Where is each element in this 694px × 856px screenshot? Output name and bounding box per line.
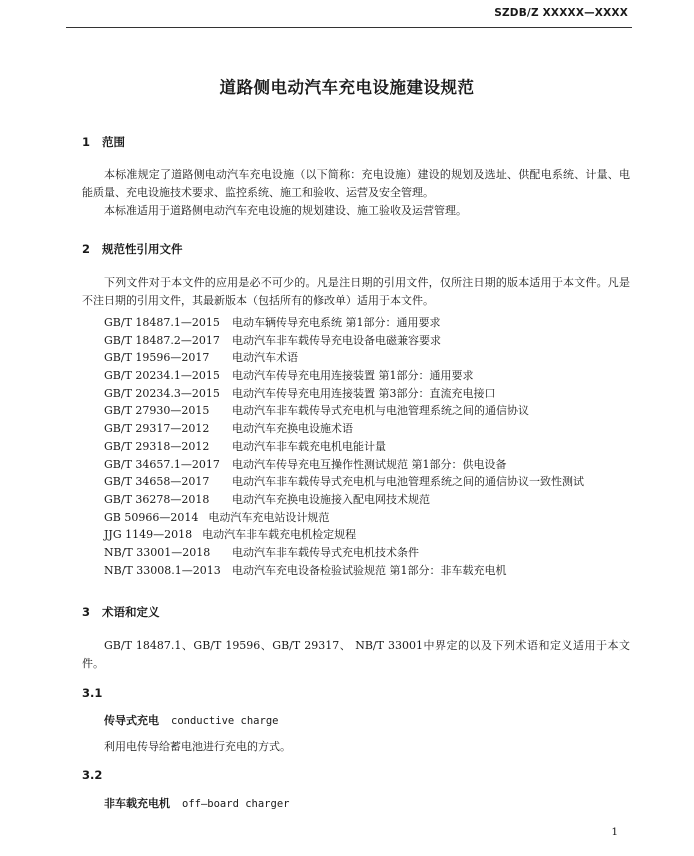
- reference-title: 电动汽车传导充电用连接装置 第1部分：通用要求: [232, 369, 474, 383]
- reference-code: GB/T 34657.1—2017: [104, 457, 220, 471]
- reference-code: NB/T 33008.1—2013: [104, 563, 221, 577]
- section-number: 1: [82, 135, 91, 149]
- section-2-intro-paragraph: 下列文件对于本文件的应用是必不可少的。凡是注日期的引用文件，仅所注日期的版本适用于本文件。凡是不注日期的引用文件，其最新版本（包括所有的修改单）适用于本文件。: [82, 276, 630, 307]
- reference-title: 电动汽车非车载传导充电设备电磁兼容要求: [232, 333, 441, 347]
- reference-code: GB/T 29318—2012: [104, 439, 210, 453]
- reference-title: 电动汽车充电站设计规范: [208, 510, 330, 524]
- reference-item: [104, 349, 584, 367]
- page-number: 1: [611, 826, 618, 838]
- section-1-heading: [82, 134, 125, 150]
- term-english: conductive charge: [171, 715, 279, 727]
- section-number: 2: [82, 242, 91, 256]
- reference-item: [104, 526, 584, 544]
- reference-item: [104, 438, 584, 456]
- reference-item: [104, 562, 584, 580]
- section-1-applicability-paragraph: 本标准适用于道路侧电动汽车充电设施的规划建设、施工验收及运营管理。: [104, 204, 467, 217]
- reference-code: GB/T 36278—2018: [104, 492, 210, 506]
- reference-title: 电动汽车充换电设施术语: [232, 422, 353, 436]
- reference-code: GB/T 20234.3—2015: [104, 386, 220, 400]
- reference-code: GB/T 34658—2017: [104, 475, 210, 489]
- reference-code: GB/T 18487.2—2017: [104, 333, 220, 347]
- normative-reference-list: [104, 314, 584, 579]
- term-chinese: 非车载充电机: [104, 797, 170, 810]
- section-1-scope-paragraph: 本标准规定了道路侧电动汽车充电设施（以下简称：充电设施）建设的规划及选址、供配电系统、计量、电能质量、充电设施技术要求、监控系统、施工和验收、运营及安全管理。: [82, 168, 630, 199]
- section-title: 术语和定义: [102, 605, 160, 619]
- section-title: 范围: [102, 135, 125, 149]
- reference-code: GB/T 18487.1—2015: [104, 316, 220, 329]
- reference-title: 电动车辆传导充电系统 第1部分：通用要求: [232, 316, 441, 329]
- reference-item: [104, 456, 584, 474]
- reference-code: GB/T 27930—2015: [104, 404, 210, 418]
- reference-code: GB 50966—2014: [104, 510, 199, 524]
- term-definition: 利用电传导给蓄电池进行充电的方式。: [104, 740, 291, 753]
- section-3-intro-paragraph: GB/T 18487.1、GB/T 19596、GB/T 29317、 NB/T 33001中界定的以及下列术语和定义适用于本文件。: [82, 639, 630, 670]
- reference-item: [104, 491, 584, 509]
- standard-code: SZDB/Z XXXXX—XXXX: [494, 7, 628, 19]
- section-3-heading: [82, 604, 160, 620]
- document-title: 道路侧电动汽车充电设施建设规范: [219, 78, 475, 97]
- reference-item: [104, 385, 584, 403]
- reference-title: 电动汽车非车载充电机检定规程: [202, 528, 357, 542]
- reference-item: [104, 420, 584, 438]
- reference-item: [104, 332, 584, 350]
- reference-code: JJG 1149—2018: [104, 528, 193, 542]
- reference-title: 电动汽车非车载充电机电能计量: [232, 439, 386, 453]
- reference-item: [104, 314, 584, 332]
- reference-code: GB/T 19596—2017: [104, 351, 210, 365]
- reference-item: [104, 367, 584, 385]
- reference-title: 电动汽车充换电设施接入配电网技术规范: [232, 492, 430, 506]
- section-number: 3: [82, 605, 91, 619]
- reference-title: 电动汽车传导充电用连接装置 第3部分：直流充电接口: [232, 386, 496, 400]
- reference-item: [104, 402, 584, 420]
- reference-title: 电动汽车术语: [232, 351, 298, 365]
- reference-title: 电动汽车非车载传导式充电机与电池管理系统之间的通信协议一致性测试: [232, 475, 584, 489]
- reference-item: [104, 509, 584, 527]
- reference-item: [104, 544, 584, 562]
- reference-code: NB/T 33001—2018: [104, 545, 211, 559]
- reference-item: [104, 473, 584, 491]
- reference-title: 电动汽车充电设备检验试验规范 第1部分：非车载充电机: [232, 563, 507, 577]
- reference-title: 电动汽车非车载传导式充电机与电池管理系统之间的通信协议: [232, 404, 529, 418]
- term-number: 3.2: [82, 768, 103, 782]
- term-entry: [104, 795, 289, 811]
- section-title: 规范性引用文件: [102, 242, 183, 256]
- term-chinese: 传导式充电: [104, 714, 159, 727]
- reference-title: 电动汽车非车载传导式充电机技术条件: [232, 545, 419, 559]
- header-divider: [66, 27, 632, 28]
- term-number: 3.1: [82, 686, 103, 700]
- reference-title: 电动汽车传导充电互操作性测试规范 第1部分：供电设备: [232, 457, 507, 471]
- reference-code: GB/T 29317—2012: [104, 422, 210, 436]
- reference-code: GB/T 20234.1—2015: [104, 369, 220, 383]
- term-entry: [104, 712, 278, 728]
- section-2-heading: [82, 241, 183, 257]
- term-english: off—board charger: [182, 798, 290, 810]
